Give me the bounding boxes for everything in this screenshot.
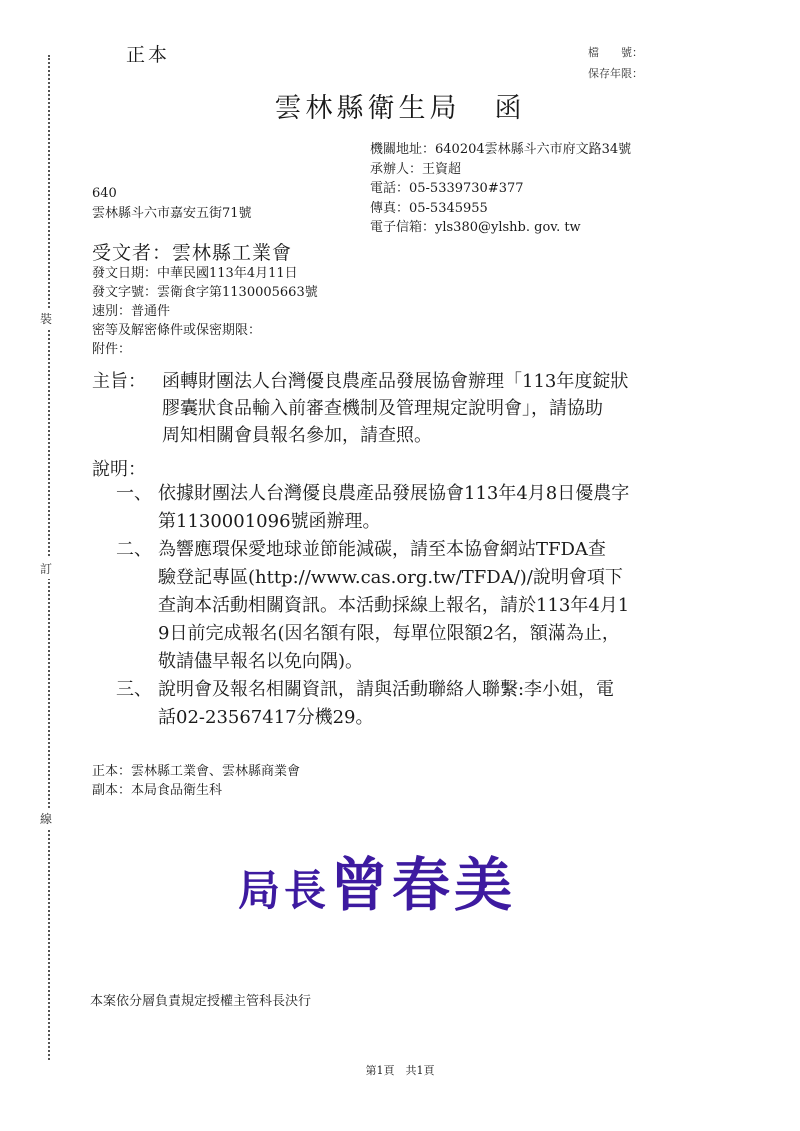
recipient: 受文者：雲林縣工業會 — [92, 242, 293, 264]
subject-line: 周知相關會員報名參加，請查照。 — [162, 425, 432, 446]
subject-block — [92, 368, 628, 449]
item-line: 話02-23567417分機29。 — [158, 707, 374, 728]
subject-line: 函轉財團法人台灣優良農產品發展協會辦理「113年度錠狀 — [162, 371, 629, 392]
item-line: 第1130001096號函辦理。 — [158, 511, 381, 532]
agency-handler: 承辦人：王資超 — [370, 161, 462, 177]
description-label: 說明： — [92, 459, 146, 480]
item-line: 為響應環保愛地球並節能減碳，請至本協會網站TFDA查 — [158, 539, 606, 560]
description-item-2 — [116, 536, 629, 676]
document-number: 發文字號：雲衛食字第1130005663號 — [92, 285, 318, 300]
item-line: 驗登記專區(http://www.cas.org.tw/TFDA/)/說明會項下 — [158, 567, 623, 588]
recipient-address-block — [92, 184, 252, 224]
binding-mark-bind: 裝 — [40, 308, 52, 329]
copy-type-label: 正本 — [126, 44, 171, 66]
retention-label: 保存年限： — [588, 67, 643, 80]
item-line: 依據財團法人台灣優良農產品發展協會113年4月8日優農字 — [158, 483, 630, 504]
distribution-block — [92, 762, 300, 800]
item-number: 一、 — [116, 483, 152, 504]
attachments: 附件： — [92, 342, 132, 357]
item-line: 說明會及報名相關資訊，請與活動聯絡人聯繫:李小姐，電 — [158, 679, 615, 700]
subject-label: 主旨： — [92, 371, 146, 392]
title-type: 函 — [494, 93, 526, 124]
item-number: 三、 — [116, 679, 152, 700]
cc-secondary: 副本：本局食品衛生科 — [92, 783, 223, 798]
item-number: 二、 — [116, 539, 152, 560]
subject-line: 膠囊狀食品輸入前審查機制及管理規定說明會」，請協助 — [162, 398, 603, 419]
agency-fax: 傳真：05-5345955 — [370, 200, 488, 216]
security-class: 密等及解密條件或保密期限： — [92, 323, 262, 338]
document-title — [0, 86, 800, 125]
binding-mark-staple: 訂 — [40, 558, 52, 579]
agency-phone: 電話：05-5339730#377 — [370, 181, 524, 196]
signature-name: 曾春美 — [330, 851, 517, 919]
description-item-3 — [116, 676, 614, 732]
cc-primary: 正本：雲林縣工業會、雲林縣商業會 — [92, 764, 301, 779]
item-line: 敬請儘早報名以免向隅)。 — [158, 651, 364, 672]
issue-date: 發文日期：中華民國113年4月11日 — [92, 266, 298, 281]
delegation-note: 本案依分層負責規定授權主管科長決行 — [90, 994, 312, 1009]
item-line: 9日前完成報名(因名額有限，每單位限額2名，額滿為止， — [158, 623, 620, 644]
description-item-1 — [116, 480, 629, 536]
recipient-address: 雲林縣斗六市嘉安五街71號 — [92, 206, 252, 221]
director-signature-stamp — [238, 838, 516, 922]
title-agency: 雲林縣衛生局 — [274, 93, 461, 124]
recipient-postcode: 640 — [92, 186, 117, 201]
signature-title: 局長 — [238, 866, 331, 915]
page-indicator: 第1頁 共1頁 — [365, 1064, 435, 1077]
agency-email: 電子信箱：yls380@ylshb. gov. tw — [370, 220, 581, 235]
item-line: 查詢本活動相關資訊。本活動採線上報名，請於113年4月1 — [158, 595, 630, 616]
document-meta — [92, 264, 318, 359]
agency-info — [370, 140, 631, 238]
speed-class: 速別：普通件 — [92, 304, 171, 319]
agency-address: 機關地址：640204雲林縣斗六市府文路34號 — [370, 142, 632, 157]
file-number-label: 檔 號： — [588, 46, 643, 59]
binding-mark-line: 線 — [40, 808, 52, 829]
file-meta — [588, 42, 643, 84]
